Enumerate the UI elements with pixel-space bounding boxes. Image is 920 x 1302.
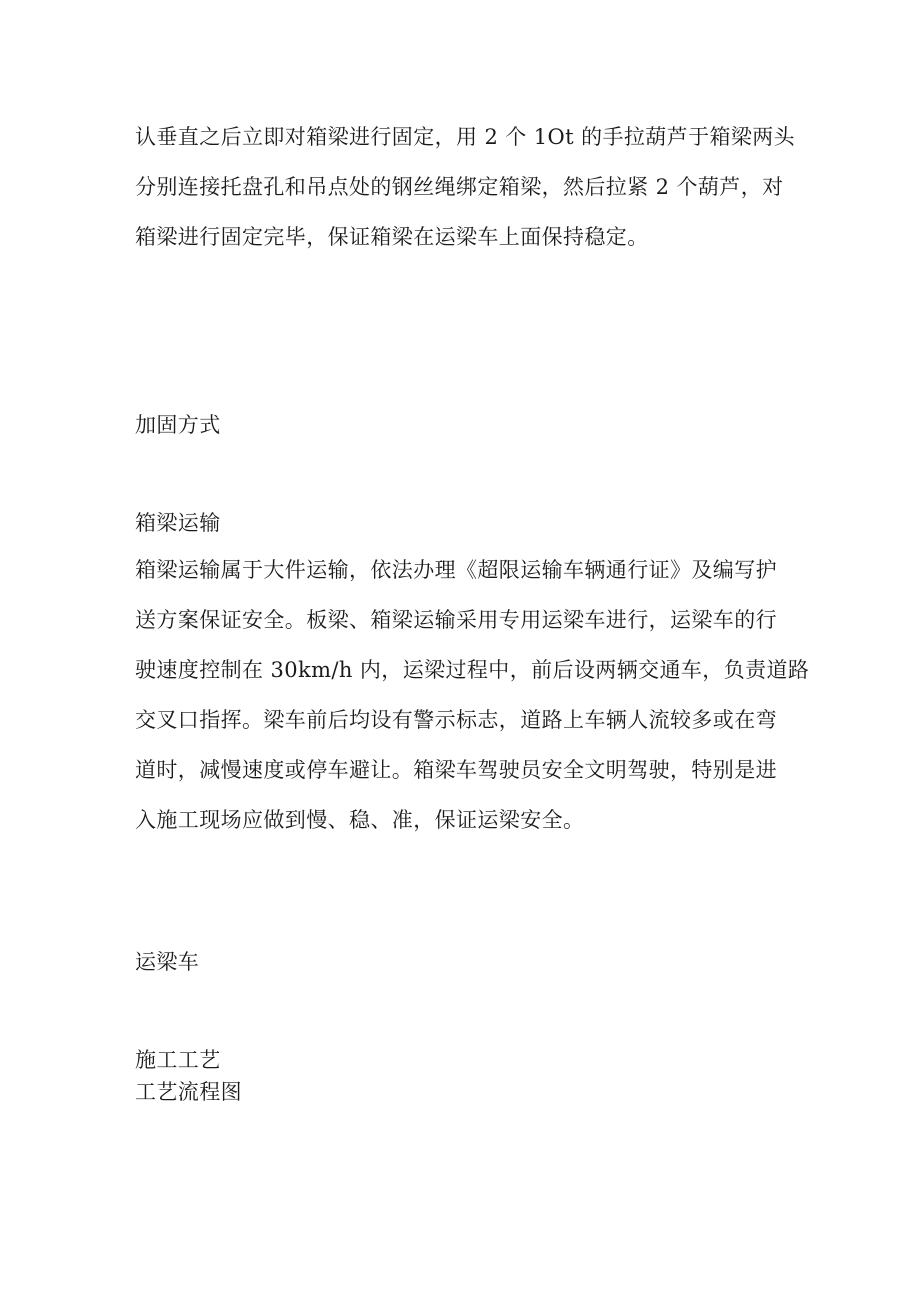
heading-girder-vehicle: 运梁车: [135, 950, 200, 974]
paragraph-line: 分别连接托盘孔和吊点处的钢丝绳绑定箱梁，然后拉紧 2 个葫芦，对: [135, 175, 784, 199]
paragraph-line: 认垂直之后立即对箱梁进行固定，用 2 个 1Ot 的手拉葫芦于箱梁两头: [135, 125, 796, 149]
heading-construction-process: 施工工艺: [135, 1048, 221, 1072]
paragraph-box-girder-transport: [135, 545, 810, 845]
paragraph-line: 箱梁进行固定完毕，保证箱梁在运梁车上面保持稳定。: [135, 225, 649, 249]
paragraph-line: 入施工现场应做到慢、稳、准，保证运梁安全。: [135, 808, 585, 832]
paragraph-line: 送方案保证安全。板梁、箱梁运输采用专用运梁车进行，运梁车的行: [135, 608, 777, 632]
paragraph-line: 箱梁运输属于大件运输，依法办理《超限运输车辆通行证》及编写护: [135, 558, 777, 582]
heading-reinforcement-method: 加固方式: [135, 413, 221, 437]
paragraph-line: 驶速度控制在 30km/h 内，运梁过程中，前后设两辆交通车，负责道路: [135, 658, 810, 682]
paragraph-line: 交叉口指挥。梁车前后均设有警示标志，道路上车辆人流较多或在弯: [135, 708, 777, 732]
heading-box-girder-transport: 箱梁运输: [135, 511, 221, 535]
paragraph-box-girder-fixing: [135, 112, 795, 262]
paragraph-line: 道时，减慢速度或停车避让。箱梁车驾驶员安全文明驾驶，特别是进: [135, 758, 777, 782]
heading-process-flowchart: 工艺流程图: [135, 1080, 242, 1104]
